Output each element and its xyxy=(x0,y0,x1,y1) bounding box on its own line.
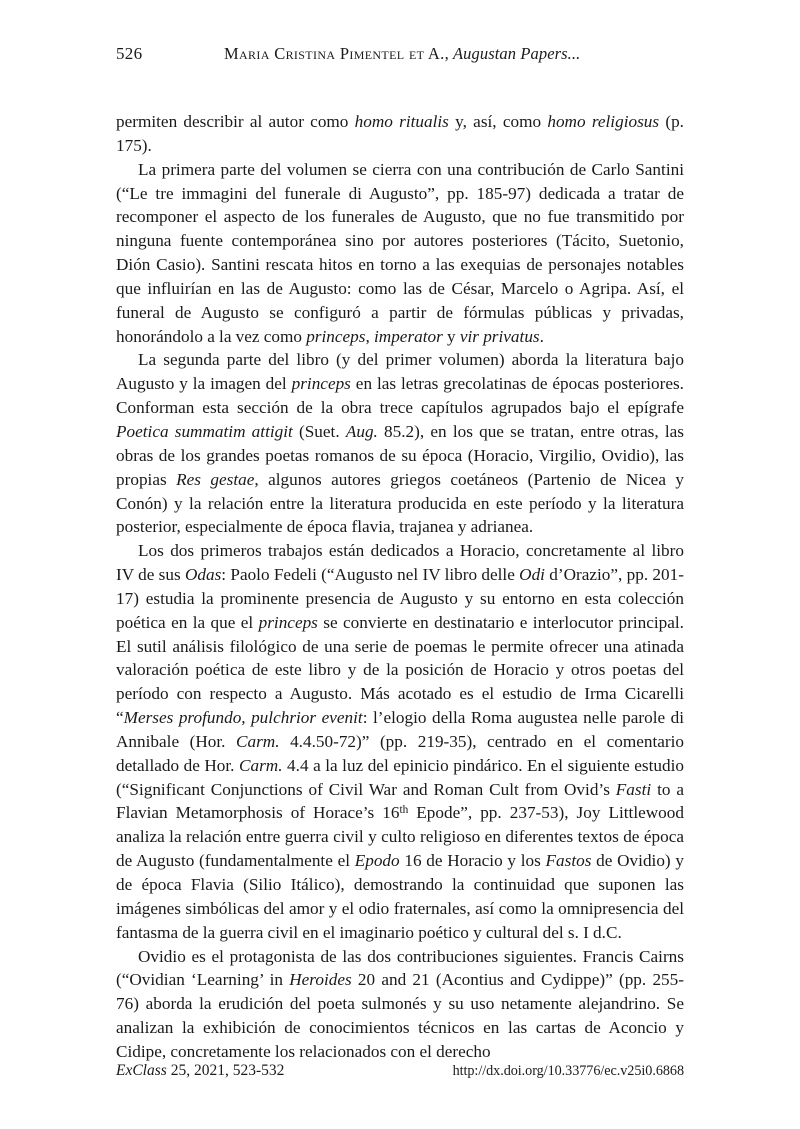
doi-link[interactable]: http://dx.doi.org/10.33776/ec.v25i0.6868 xyxy=(452,1063,684,1079)
latin-term-princeps: princeps xyxy=(291,374,351,394)
journal-name: ExClass xyxy=(116,1062,167,1079)
body-text-block xyxy=(116,110,684,1064)
paragraph-3: La segunda parte del libro (y del primer volumen) aborda la literatura bajo Augusto y la imagen del princeps en las letras grecolatinas de épocas posteriores. Conforman esta sección de la obra trece capítulos agrupados bajo el epígrafe Poetica summatim attigit (Suet. Aug. 85.2), en los que se tratan, entre otras, las obras de los grandes poetas romanos de su época (Horacio, Virgilio, Ovidio), las propias Res gestae, algunos autores griegos coetáneos (Partenio de Nicea y Conón) y la relación entre la literatura producida en este período y la literatura posterior, especialmente de época flavia, trajanea y adrianea. xyxy=(116,350,685,537)
running-header xyxy=(116,44,684,68)
running-header-author: Maria Cristina Pimentel et A., xyxy=(224,44,450,63)
page-footer xyxy=(116,1062,684,1086)
page-number: 526 xyxy=(116,44,143,63)
latin-term-homo-religiosus: homo religiosus xyxy=(547,112,660,131)
title-odas: Odas xyxy=(184,565,222,585)
title-heroides: Heroides xyxy=(289,970,352,990)
citation-carm: Carm. xyxy=(236,731,280,751)
latin-term-princeps: princeps xyxy=(258,612,318,632)
paragraph-4: Los dos primeros trabajos están dedicados a Horacio, concretamente al libro IV de sus Odas: Paolo Fedeli (“Augusto nel IV libro delle Odi d’Orazio”, pp. 201-17) estudia la prominente presencia de Augusto y su entorno en esta colección poética en la que el princeps se convierte en destinatario e interlocutor principal. El sutil análisis filológico de una serie de poemas le permite ofrecer una atinada valoración poética de este libro y de la posición de Horacio y otros poetas del período con respecto a Augusto. Más acotado es el estudio de Irma Cicarelli “Merses profundo, pulchrior evenit: l’elogio della Roma augustea nelle parole di Annibale (Hor. Carm. 4.4.50-72)” (pp. 219-35), centrado en el comentario detallado de Hor. Carm. 4.4 a la luz del epinicio pindárico. En el siguiente estudio (“Significant Conjunctions of Civil War and Roman Cult from Ovid’s Fasti to a Flavian Metamorphosis of Horace’s 16th Epode”, pp. 237-53), Joy Littlewood analiza la relación entre guerra civil y culto religioso en diferentes textos de época de Augusto (fundamentalmente el Epodo 16 de Horacio y los Fastos de Ovidio) y de época Flavia (Silio Itálico), demostrando la continuidad que suponen las imágenes simbólicas del amor y el odio fraternales, así como la omnipresencia del fantasma de la guerra civil en el imaginario poético y cultural del s. I d.C. xyxy=(116,541,684,942)
running-header-title xyxy=(224,44,580,64)
paragraph-1: permiten describir al autor como homo ritualis y, así, como homo religiosus (p. 175). xyxy=(116,112,684,155)
journal-citation xyxy=(116,1062,284,1080)
journal-volume-pages: 25, 2021, 523-532 xyxy=(166,1062,285,1079)
title-epodo: Epodo xyxy=(354,851,400,871)
title-fasti: Fasti xyxy=(615,779,652,799)
latin-term-vir-privatus: vir privatus xyxy=(459,326,540,346)
latin-quote-merses-profundo: Merses profundo, pulchrior evenit xyxy=(123,708,363,728)
latin-title-poetica-summatim-attigit: Poetica summatim attigit xyxy=(116,421,293,441)
title-fastos: Fastos xyxy=(545,851,592,871)
ordinal-suffix: th xyxy=(399,804,409,817)
citation-aug: Aug. xyxy=(345,421,378,441)
latin-term-imperator: imperator xyxy=(374,326,443,346)
title-odi: Odi xyxy=(519,565,545,585)
latin-term-homo-ritualis: homo ritualis xyxy=(354,112,449,131)
latin-term-princeps: princeps xyxy=(306,326,366,346)
latin-title-res-gestae: Res gestae xyxy=(176,469,255,489)
paragraph-2: La primera parte del volumen se cierra con una contribución de Carlo Santini (“Le tre immagini del funerale di Augusto”, pp. 185-97) dedicada a tratar de recomponer el aspecto de los funerales de Augusto, que no fue transmitido por ninguna fuente contemporánea sino por autores posteriores (Tácito, Suetonio, Dión Casio). Santini rescata hitos en torno a las exequias de personajes notables que influirían en las de Augusto: como las de César, Marcelo o Agripa. Así, el funeral de Augusto se configuró a partir de fórmulas públicas y privadas, honorándolo a la vez como princeps, imperator y vir privatus. xyxy=(116,159,684,346)
paragraph-5: Ovidio es el protagonista de las dos contribuciones siguientes. Francis Cairns (“Ovidian ‘Learning’ in Heroides 20 and 21 (Acontius and Cydippe)” (pp. 255-76) aborda la erudición del poeta sulmonés y su uso netamente alejandrino. Se analizan la exhibición de conocimientos técnicos en las cartas de Aconcio y Cidipe, concretamente los relacionados con el derecho xyxy=(116,946,684,1061)
running-header-work: Augustan Papers... xyxy=(452,44,581,63)
citation-carm: Carm. xyxy=(239,755,283,775)
